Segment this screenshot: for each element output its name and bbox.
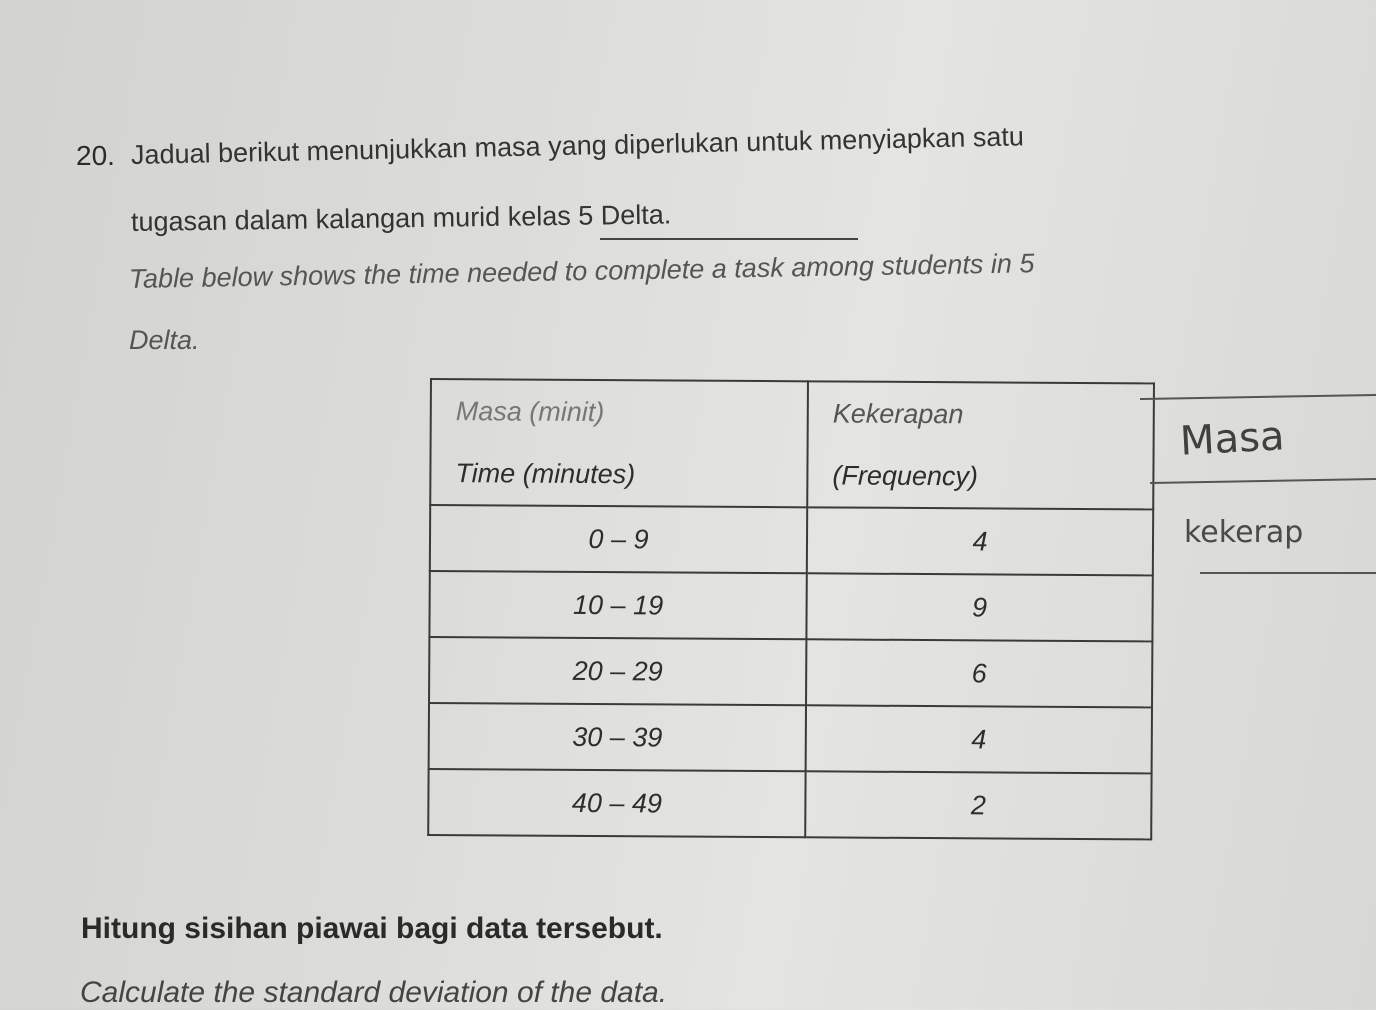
frequency-cell: 6 (806, 639, 1152, 707)
handwritten-line (1140, 394, 1376, 400)
table-row (429, 637, 1152, 707)
time-cell: 0 – 9 (430, 505, 807, 573)
frequency-cell: 4 (807, 507, 1153, 575)
time-cell: 20 – 29 (429, 637, 806, 705)
table-header-row-bottom (430, 442, 1153, 509)
time-cell: 30 – 39 (429, 703, 806, 771)
frequency-cell: 9 (806, 573, 1152, 641)
header-time-english: Time (minutes) (430, 442, 807, 507)
table-row (429, 703, 1152, 773)
header-time-malay: Masa (minit) (431, 379, 808, 444)
header-frequency-english: (Frequency) (807, 444, 1153, 509)
question-text-english-line-1: Table below shows the time needed to complete a task among students in 5 (128, 248, 1035, 294)
time-cell: 10 – 19 (429, 571, 806, 639)
task-instruction-malay: Hitung sisihan piawai bagi data tersebut. (81, 912, 663, 945)
time-cell: 40 – 49 (428, 769, 805, 837)
task-instruction-english: Calculate the standard deviation of the data. (80, 976, 668, 1009)
handwritten-note-masa: Masa (1178, 413, 1286, 465)
question-text-malay-line-1: Jadual berikut menunjukkan masa yang diperlukan untuk menyiapkan satu (130, 121, 1025, 170)
table-header-row-top (431, 379, 1154, 446)
underline-mark (600, 238, 858, 240)
handwritten-line (1150, 478, 1376, 484)
frequency-cell: 4 (806, 705, 1152, 773)
handwritten-note-kekerap: kekerap (1184, 515, 1304, 550)
frequency-table (427, 378, 1155, 840)
table-row (429, 571, 1152, 641)
question-number: 20. (76, 140, 115, 171)
question-text-malay-line-2: tugasan dalam kalangan murid kelas 5 Delta. (130, 199, 672, 237)
table-row (428, 769, 1151, 839)
question-text-english-line-2: Delta. (129, 325, 200, 355)
table-row (430, 505, 1153, 575)
frequency-cell: 2 (805, 771, 1151, 839)
handwritten-line (1200, 572, 1376, 574)
header-frequency-malay: Kekerapan (808, 381, 1154, 446)
